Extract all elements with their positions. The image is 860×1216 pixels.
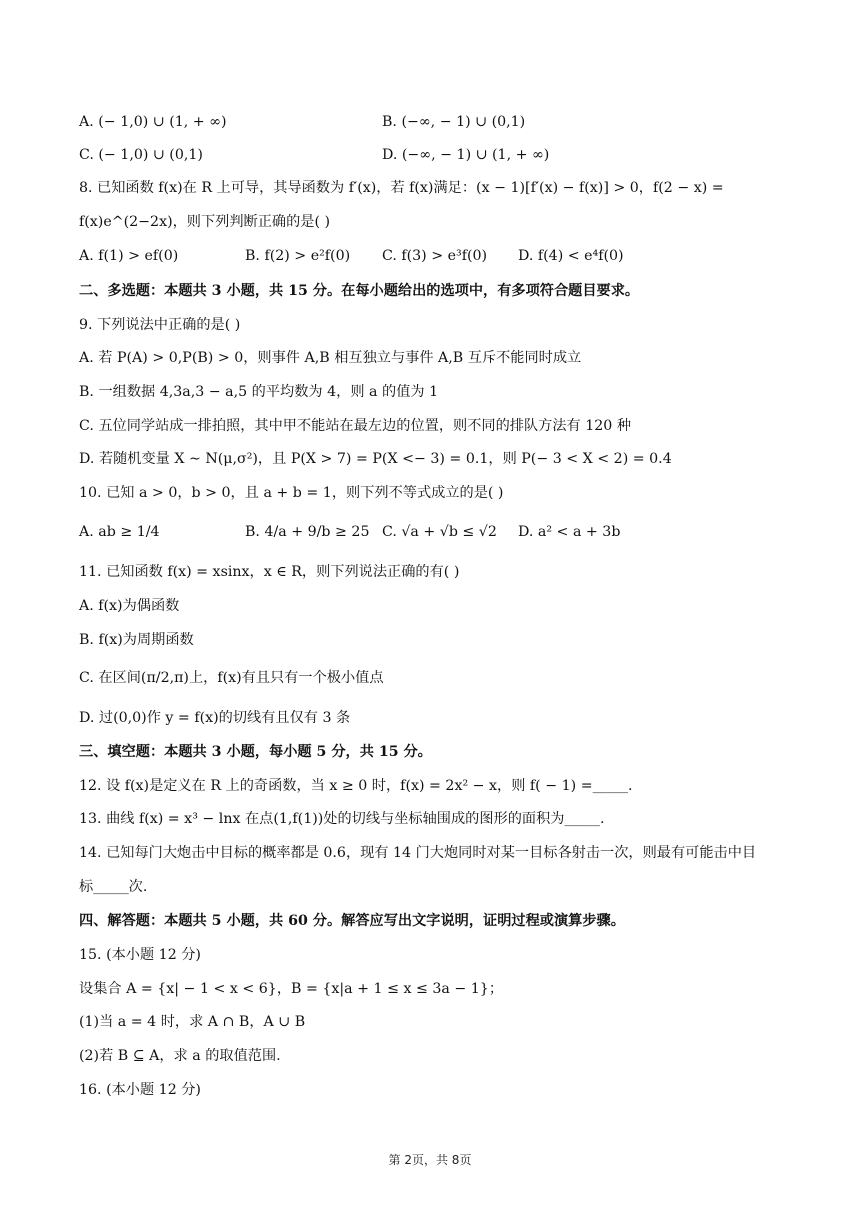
q8-option-d: D. f(4) < e⁴f(0) — [518, 248, 624, 264]
q7-option-a: A. (− 1,0) ∪ (1, + ∞) — [79, 114, 227, 130]
page-footer: 第 2页，共 8页 — [388, 1153, 472, 1167]
section4-heading: 四、解答题：本题共 5 小题，共 60 分。解答应写出文字说明，证明过程或演算步骤。 — [79, 913, 625, 929]
q10-option-c: C. √a + √b ≤ √2 — [382, 524, 497, 540]
q10-option-a: A. ab ≥ 1/4 — [79, 524, 160, 540]
q8-stem-line1: 8. 已知函数 f(x)在 R 上可导，其导函数为 f′(x)，若 f(x)满足：(x − 1)[f′(x) − f(x)] > 0，f(2 − x) = — [79, 180, 724, 196]
q11-option-c: C. 在区间(π/2,π)上，f(x)有且只有一个极小值点 — [79, 670, 384, 686]
q11-option-d: D. 过(0,0)作 y = f(x)的切线有且仅有 3 条 — [79, 710, 351, 726]
q13: 13. 曲线 f(x) = x³ − lnx 在点(1,f(1))处的切线与坐标轴围成的图形的面积为_____. — [79, 811, 605, 827]
section3-heading: 三、填空题：本题共 3 小题，每小题 5 分，共 15 分。 — [79, 744, 432, 760]
q11-option-b: B. f(x)为周期函数 — [79, 632, 194, 648]
q15-part1: (1)当 a = 4 时，求 A ∩ B，A ∪ B — [79, 1014, 306, 1030]
q8-option-c: C. f(3) > e³f(0) — [382, 248, 488, 264]
q7-option-d: D. (−∞, − 1) ∪ (1, + ∞) — [382, 147, 550, 163]
q9-stem: 9. 下列说法中正确的是( ) — [79, 317, 241, 333]
q14-line1: 14. 已知每门大炮击中目标的概率都是 0.6，现有 14 门大炮同时对某一目标各射击一次，则最有可能击中目 — [79, 845, 757, 861]
q7-option-b: B. (−∞, − 1) ∪ (0,1) — [382, 114, 526, 130]
q15-part2: (2)若 B ⊆ A，求 a 的取值范围. — [79, 1048, 281, 1064]
q15-title: 15. (本小题 12 分) — [79, 947, 201, 963]
q9-option-a: A. 若 P(A) > 0,P(B) > 0，则事件 A,B 相互独立与事件 A,B 互斥不能同时成立 — [79, 350, 582, 366]
q16-title: 16. (本小题 12 分) — [79, 1082, 201, 1098]
q11-option-a: A. f(x)为偶函数 — [79, 598, 180, 614]
q8-option-a: A. f(1) > ef(0) — [79, 248, 179, 264]
q9-option-d: D. 若随机变量 X ∼ N(μ,σ²)，且 P(X > 7) = P(X <− 3) = 0.1，则 P(− 3 < X < 2) = 0.4 — [79, 451, 672, 467]
q10-option-d: D. a² < a + 3b — [518, 524, 621, 540]
section2-heading: 二、多选题：本题共 3 小题，共 15 分。在每小题给出的选项中，有多项符合题目要求。 — [79, 283, 640, 299]
q10-stem: 10. 已知 a > 0，b > 0，且 a + b = 1，则下列不等式成立的是( ) — [79, 485, 504, 501]
q10-option-b: B. 4/a + 9/b ≥ 25 — [245, 524, 370, 540]
q14-line2: 标_____次. — [79, 879, 148, 895]
q12: 12. 设 f(x)是定义在 R 上的奇函数，当 x ≥ 0 时，f(x) = 2x² − x，则 f( − 1) =_____. — [79, 778, 633, 794]
q11-stem: 11. 已知函数 f(x) = xsinx，x ∈ R，则下列说法正确的有( ) — [79, 564, 460, 580]
q8-option-b: B. f(2) > e²f(0) — [245, 248, 351, 264]
q9-option-b: B. 一组数据 4,3a,3 − a,5 的平均数为 4，则 a 的值为 1 — [79, 384, 439, 400]
q8-stem-line2: f(x)e^(2−2x)，则下列判断正确的是( ) — [79, 214, 331, 230]
q15-given: 设集合 A = {x| − 1 < x < 6}，B = {x|a + 1 ≤ x ≤ 3a − 1}； — [79, 981, 504, 997]
q7-option-c: C. (− 1,0) ∪ (0,1) — [79, 147, 203, 163]
q9-option-c: C. 五位同学站成一排拍照，其中甲不能站在最左边的位置，则不同的排队方法有 120 种 — [79, 418, 632, 434]
